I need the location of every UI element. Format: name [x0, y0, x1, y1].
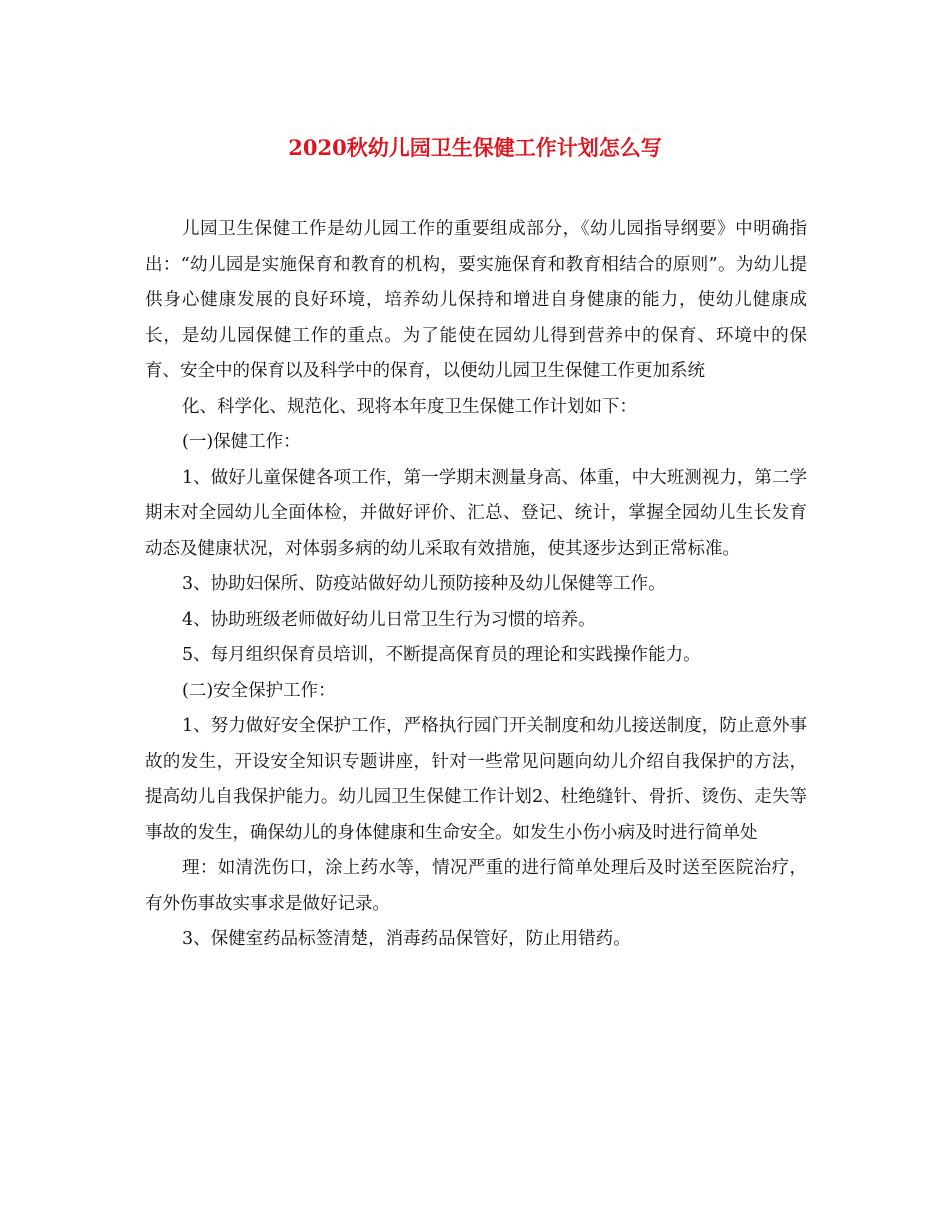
paragraph-intro-continued: 化、科学化、规范化、现将本年度卫生保健工作计划如下：: [182, 396, 637, 417]
section-heading-safety-work: (二)安全保护工作：: [182, 680, 336, 701]
paragraph-intro: 儿园卫生保健工作是幼儿园工作的重要组成部分，《幼儿园指导纲要》中明确指出：“幼儿园是实施保育和教育的机构，要实施保育和教育相结合的原则”。为幼儿提供身心健康发展的良好环境，培养幼儿保持和增进自身健康的能力，使幼儿健康成长，是幼儿园保健工作的重点。为了能使在园幼儿得到营养中的保育、环境中的保育、安全中的保育以及科学中的保育，以便幼儿园卫生保健工作更加系统: [145, 219, 807, 381]
paragraph-health-item-3: 3、协助妇保所、防疫站做好幼儿预防接种及幼儿保健等工作。: [182, 574, 666, 594]
document-title: 2020秋幼儿园卫生保健工作计划怎么写: [288, 135, 662, 160]
paragraph-health-item-1: 1、做好儿童保健各项工作，第一学期末测量身高、体重，中大班测视力，第二学期末对全园幼儿全面体检，并做好评价、汇总、登记、统计，掌握全园幼儿生长发育动态及健康状况，对体弱多病的幼儿采取有效措施，使其逐步达到正常标准。: [145, 467, 807, 559]
paragraph-safety-item-1-continued: 理：如清洗伤口，涂上药水等，情况严重的进行简单处理后及时送至医院治疗，有外伤事故实事求是做好记录。: [145, 858, 807, 914]
paragraph-health-item-5: 5、每月组织保育员培训，不断提高保育员的理论和实践操作能力。: [182, 645, 701, 665]
paragraph-safety-item-1: 1、努力做好安全保护工作，严格执行园门开关制度和幼儿接送制度，防止意外事故的发生，开设安全知识专题讲座，针对一些常见问题向幼儿介绍自我保护的方法，提高幼儿自我保护能力。幼儿园卫生保健工作计划2、杜绝缝针、骨折、烫伤、走失等事故的发生，确保幼儿的身体健康和生命安全。如发生小伤小病及时进行简单处: [145, 716, 807, 843]
paragraph-health-item-4: 4、协助班级老师做好幼儿日常卫生行为习惯的培养。: [182, 609, 596, 630]
section-heading-health-work: (一)保健工作：: [182, 432, 301, 452]
document-body: [145, 212, 807, 958]
paragraph-safety-item-3: 3、保健室药品标签清楚，消毒药品保管好，防止用错药。: [182, 929, 631, 949]
